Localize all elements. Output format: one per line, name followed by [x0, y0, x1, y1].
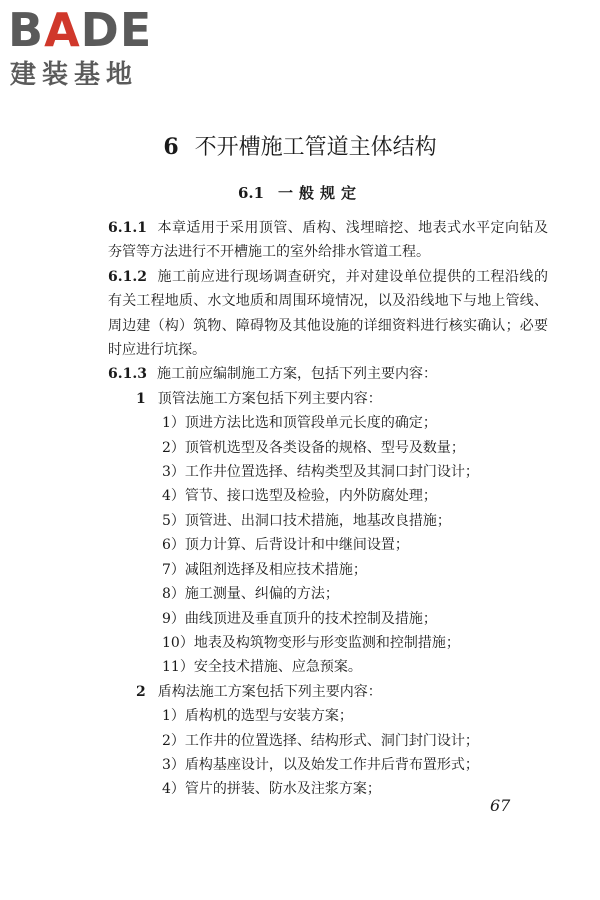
item-text: 顶管法施工方案包括下列主要内容： [157, 390, 382, 407]
section-number: 6.1 [237, 184, 265, 202]
subitem: 3）工作井位置选择、结构类型及其洞口封门设计； [162, 464, 479, 481]
chapter-number: 6 [163, 134, 179, 160]
logo-letters-de: DE [80, 3, 153, 57]
clause-number: 6.1.3 [108, 366, 147, 383]
subitem: 2）顶管机选型及各类设备的规格、型号及数量； [162, 439, 465, 456]
clause-number: 6.1.2 [108, 268, 147, 285]
logo-wordmark [8, 4, 152, 56]
clause-6-1-2 [108, 265, 548, 363]
bade-logo [8, 4, 178, 94]
item-number: 1 [136, 390, 146, 407]
subitem: 7）减阻剂选择及相应技术措施； [162, 561, 367, 578]
subitem: 11）安全技术措施、应急预案。 [162, 659, 362, 676]
clause-6-1-1 [108, 216, 548, 265]
logo-subtitle: 建装基地 [10, 60, 139, 90]
subitem: 6）顶力计算、后背设计和中继间设置； [162, 537, 409, 554]
subitem: 5）顶管进、出洞口技术措施，地基改良措施； [162, 512, 451, 529]
logo-letter-a: A [44, 3, 81, 57]
body-text [108, 216, 548, 802]
item-number: 2 [136, 683, 146, 700]
item-shield-plan [108, 680, 548, 704]
subitem: 9）曲线顶进及垂直顶升的技术控制及措施； [162, 610, 437, 627]
section-title-text: 一般规定 [278, 184, 363, 202]
subitem: 4）管节、接口选型及检验，内外防腐处理； [162, 488, 437, 505]
logo-letter-b: B [8, 3, 45, 57]
section-title [0, 182, 600, 204]
clause-text: 施工前应编制施工方案，包括下列主要内容： [156, 366, 437, 383]
subitem: 1）盾构机的选型与安装方案； [162, 708, 353, 725]
clause-6-1-3 [108, 362, 548, 386]
chapter-title-text: 不开槽施工管道主体结构 [194, 135, 437, 160]
subitem: 2）工作井的位置选择、结构形式、洞门封门设计； [162, 732, 479, 749]
subitem: 3）盾构基座设计，以及始发工作井后背布置形式； [162, 756, 479, 773]
subitem: 1）顶进方法比选和顶管段单元长度的确定； [162, 415, 437, 432]
clause-text: 本章适用于采用顶管、盾构、浅埋暗挖、地表式水平定向钻及夯管等方法进行不开槽施工的室外给排水管道工程。 [108, 220, 548, 261]
subitem: 4）管片的拼装、防水及注浆方案； [162, 781, 381, 798]
subitem: 8）施工测量、纠偏的方法； [162, 586, 339, 603]
clause-text: 施工前应进行现场调查研究，并对建设单位提供的工程沿线的有关工程地质、水文地质和周围环境情况，以及沿线地下与地上管线、周边建（构）筑物、障碍物及其他设施的详细资料进行核实确认；必要时应进行坑探。 [108, 268, 548, 359]
clause-number: 6.1.1 [108, 220, 147, 236]
chapter-title [0, 132, 600, 163]
page-number: 67 [490, 796, 511, 815]
subitem: 10）地表及构筑物变形与形变监测和控制措施； [162, 634, 460, 651]
item-text: 盾构法施工方案包括下列主要内容： [157, 683, 382, 700]
item-jacking-plan [108, 387, 548, 411]
